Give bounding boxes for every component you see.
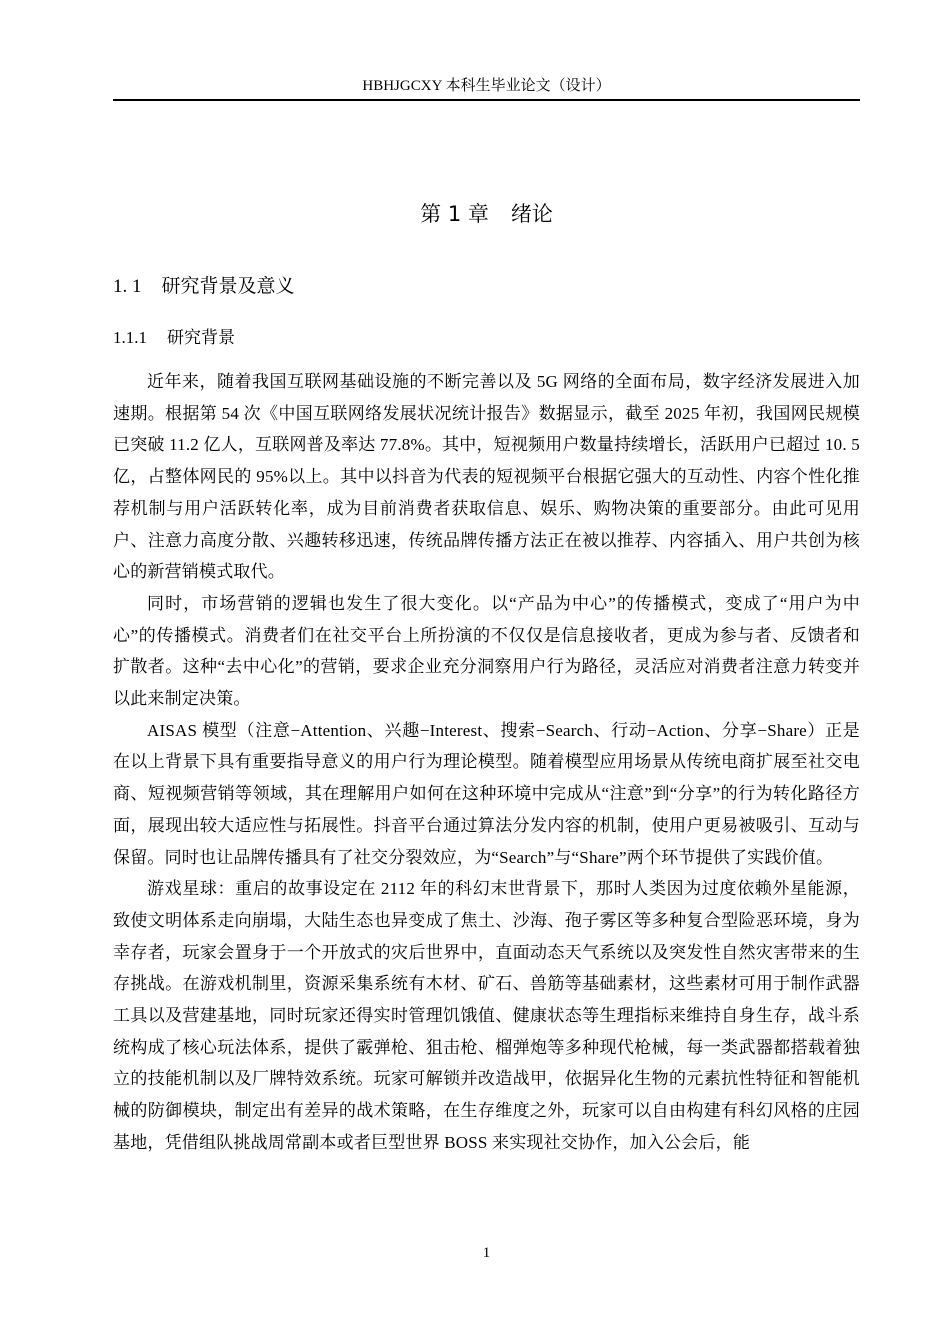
paragraph: 近年来，随着我国互联网基础设施的不断完善以及 5G 网络的全面布局，数字经济发展进入加速期。根据第 54 次《中国互联网络发展状况统计报告》数据显示，截至 2025 年初，我国网民规模已突破 11.2 亿人，互联网普及率达 77.8%。其中，短视频用户数量持续增长，活跃用户已超过 10. 5 亿，占整体网民的 95%以上。其中以抖音为代表的短视频平台根据它强大的互动性、内容个性化推荐机制与用户活跃转化率，成为目前消费者获取信息、娱乐、购物决策的重要部分。由此可见用户、注意力高度分散、兴趣转移迅速，传统品牌传播方法正在被以推荐、内容插入、用户共创为核心的新营销模式取代。 (113, 372, 860, 582)
subsection-heading (113, 324, 235, 352)
chapter-label: 第 1 章 (420, 202, 489, 226)
section-heading (113, 272, 295, 301)
header-rule (113, 99, 860, 101)
running-header: HBHJGCXY 本科生毕业论文（设计） (362, 78, 611, 94)
section-number: 1. 1 (113, 276, 142, 297)
body-text (113, 366, 860, 1159)
chapter-title (113, 199, 860, 229)
page-number: 1 (482, 1245, 491, 1261)
paragraph: AISAS 模型（注意−Attention、兴趣−Interest、搜索−Search、行动−Action、分享−Share）正是在以上背景下具有重要指导意义的用户行为理论模型。随着模型应用场景从传统电商扩展至社交电商、短视频营销等领域，其在理解用户如何在这种环境中完成从“注意”到“分享”的行为转化路径方面，展现出较大适应性与拓展性。抖音平台通过算法分发内容的机制，使用户更易被吸引、互动与保留。同时也让品牌传播具有了社交分裂效应，为“Search”与“Share”两个环节提供了实践价值。 (113, 720, 860, 867)
paragraph: 同时，市场营销的逻辑也发生了很大变化。以“产品为中心”的传播模式，变成了“用户为中心”的传播模式。消费者们在社交平台上所扮演的不仅仅是信息接收者，更成为参与者、反馈者和扩散者。这种“去中心化”的营销，要求企业充分洞察用户行为路径，灵活应对消费者注意力转变并以此来制定决策。 (113, 593, 860, 709)
section-title: 研究背景及意义 (161, 275, 295, 297)
subsection-number: 1.1.1 (113, 328, 147, 347)
subsection-title: 研究背景 (167, 328, 235, 348)
paragraph: 游戏星球：重启的故事设定在 2112 年的科幻末世背景下，那时人类因为过度依赖外星能源，致使文明体系走向崩塌，大陆生态也异变成了焦土、沙海、孢子雾区等多种复合型险恶环境，身为幸存者，玩家会置身于一个开放式的灾后世界中，直面动态天气系统以及突发性自然灾害带来的生存挑战。在游戏机制里，资源采集系统有木材、矿石、兽筋等基础素材，这些素材可用于制作武器工具以及营建基地，同时玩家还得实时管理饥饿值、健康状态等生理指标来维持自身生存，战斗系统构成了核心玩法体系，提供了霰弹枪、狙击枪、榴弹炮等多种现代枪械，每一类武器都搭载着独立的技能机制以及厂牌特效系统。玩家可解锁并改造战甲，依据异化生物的元素抗性特征和智能机械的防御模块，制定出有差异的战术策略，在生存维度之外，玩家可以自由构建有科幻风格的庄园基地，凭借组队挑战周常副本或者巨型世界 BOSS 来实现社交协作，加入公会后，能 (113, 879, 860, 1152)
chapter-name: 绪论 (510, 202, 553, 226)
